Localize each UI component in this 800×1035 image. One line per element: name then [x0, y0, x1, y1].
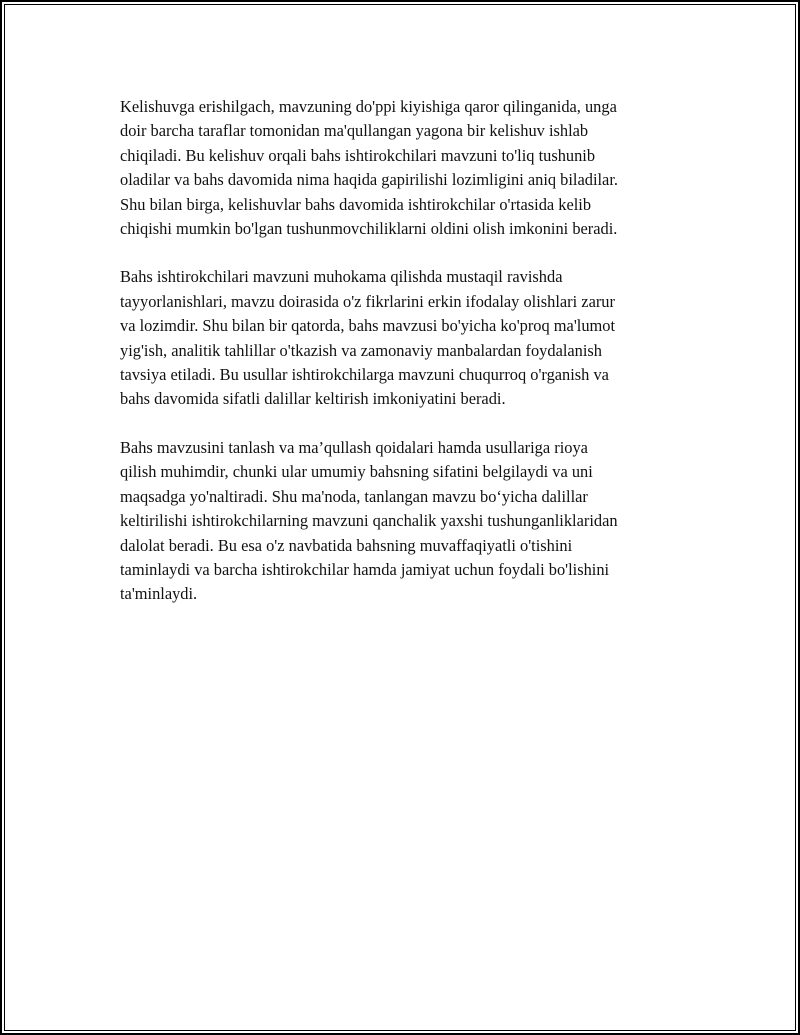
paragraph-2: Bahs ishtirokchilari mavzuni muhokama qilishda mustaqil ravishda tayyorlanishlari, mavzu doirasida o'z fikrlarini erkin ifodalay olishlari zarur va lozimdir. Shu bilan bir qatorda, bahs mavzusi bo'yicha ko'proq ma'lumot yig'ish, analitik tahlillar o'tkazish va zamonaviy manbalardan foydalanish tavsiya etiladi. Bu usullar ishtirokchilarga mavzuni chuqurroq o'rganish va bahs davomida sifatli dalillar keltirish imkoniyatini beradi. [120, 267, 616, 409]
paragraph-3: Bahs mavzusini tanlash va ma’qullash qoidalari hamda usullariga rioya qilish muhimdir, chunki ular umumiy bahsning sifatini belgilaydi va uni maqsadga yo'naltiradi. Shu ma'noda, tanlangan mavzu bo‘yicha dalillar keltirilishi ishtirokchilarning mavzuni qanchalik yaxshi tushunganliklaridan dalolat beradi. Bu esa o'z navbatida bahsning muvaffaqiyatli o'tishini taminlaydi va barcha ishtirokchilar hamda jamiyat uchun foydali bo'lishini ta'minlaydi. [120, 437, 618, 604]
document-body [120, 95, 686, 631]
paragraph-1: Kelishuvga erishilgach, mavzuning do'ppi kiyishiga qaror qilinganida, unga doir barcha taraflar tomonidan ma'qullangan yagona bir kelishuv ishlab chiqiladi. Bu kelishuv orqali bahs ishtirokchilari mavzuni to'liq tushunib oladilar va bahs davomida nima haqida gapirilishi lozimligini aniq biladilar. Shu bilan birga, kelishuvlar bahs davomida ishtirokchilar o'rtasida kelib chiqishi mumkin bo'lgan tushunmovchiliklarni oldini olish imkonini beradi. [120, 97, 618, 239]
